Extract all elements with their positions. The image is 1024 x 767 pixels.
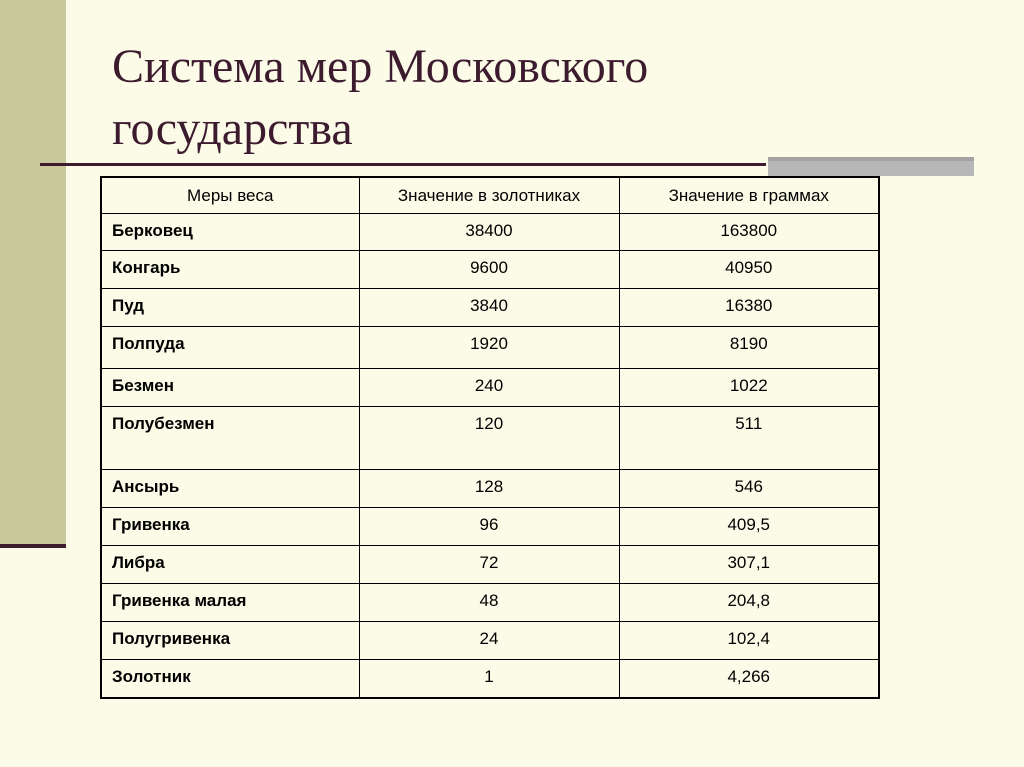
measure-name: Золотник <box>101 660 359 698</box>
slide-title-line-2: государства <box>112 102 353 155</box>
table-row <box>101 369 879 407</box>
value-grams: 163800 <box>619 214 879 251</box>
measure-name: Полугривенка <box>101 622 359 660</box>
slide-title <box>112 36 812 160</box>
value-grams: 8190 <box>619 327 879 369</box>
slide-title-line-1: Система мер Московского <box>112 40 649 93</box>
value-grams: 511 <box>619 407 879 470</box>
measure-name: Полубезмен <box>101 407 359 470</box>
table-row <box>101 660 879 698</box>
value-zolotniki: 1 <box>359 660 619 698</box>
value-grams: 40950 <box>619 251 879 289</box>
measure-name: Полпуда <box>101 327 359 369</box>
table-row <box>101 622 879 660</box>
value-grams: 16380 <box>619 289 879 327</box>
value-grams: 102,4 <box>619 622 879 660</box>
value-zolotniki: 24 <box>359 622 619 660</box>
measure-name: Гривенка <box>101 508 359 546</box>
value-zolotniki: 128 <box>359 470 619 508</box>
measure-name: Гривенка малая <box>101 584 359 622</box>
header-measure: Меры веса <box>101 177 359 214</box>
accent-band <box>768 157 974 176</box>
measure-name: Ансырь <box>101 470 359 508</box>
value-zolotniki: 72 <box>359 546 619 584</box>
measure-name: Берковец <box>101 214 359 251</box>
header-grams: Значение в граммах <box>619 177 879 214</box>
value-zolotniki: 240 <box>359 369 619 407</box>
table-row <box>101 508 879 546</box>
value-grams: 4,266 <box>619 660 879 698</box>
value-grams: 204,8 <box>619 584 879 622</box>
measure-name: Безмен <box>101 369 359 407</box>
value-zolotniki: 120 <box>359 407 619 470</box>
value-grams: 409,5 <box>619 508 879 546</box>
value-zolotniki: 96 <box>359 508 619 546</box>
measure-name: Конгарь <box>101 251 359 289</box>
table-row <box>101 251 879 289</box>
value-zolotniki: 38400 <box>359 214 619 251</box>
table-row <box>101 584 879 622</box>
table-header-row <box>101 177 879 214</box>
value-zolotniki: 9600 <box>359 251 619 289</box>
table-row <box>101 546 879 584</box>
title-divider <box>40 163 766 166</box>
weights-table <box>100 176 880 699</box>
measure-name: Пуд <box>101 289 359 327</box>
left-decorative-bar <box>0 0 66 545</box>
measure-name: Либра <box>101 546 359 584</box>
value-zolotniki: 3840 <box>359 289 619 327</box>
table-row <box>101 470 879 508</box>
header-zolotniki: Значение в золотниках <box>359 177 619 214</box>
value-grams: 307,1 <box>619 546 879 584</box>
value-grams: 546 <box>619 470 879 508</box>
value-zolotniki: 1920 <box>359 327 619 369</box>
table-row <box>101 327 879 369</box>
value-zolotniki: 48 <box>359 584 619 622</box>
table-row <box>101 214 879 251</box>
table-row <box>101 407 879 470</box>
table-row <box>101 289 879 327</box>
value-grams: 1022 <box>619 369 879 407</box>
left-decorative-line <box>0 544 66 548</box>
